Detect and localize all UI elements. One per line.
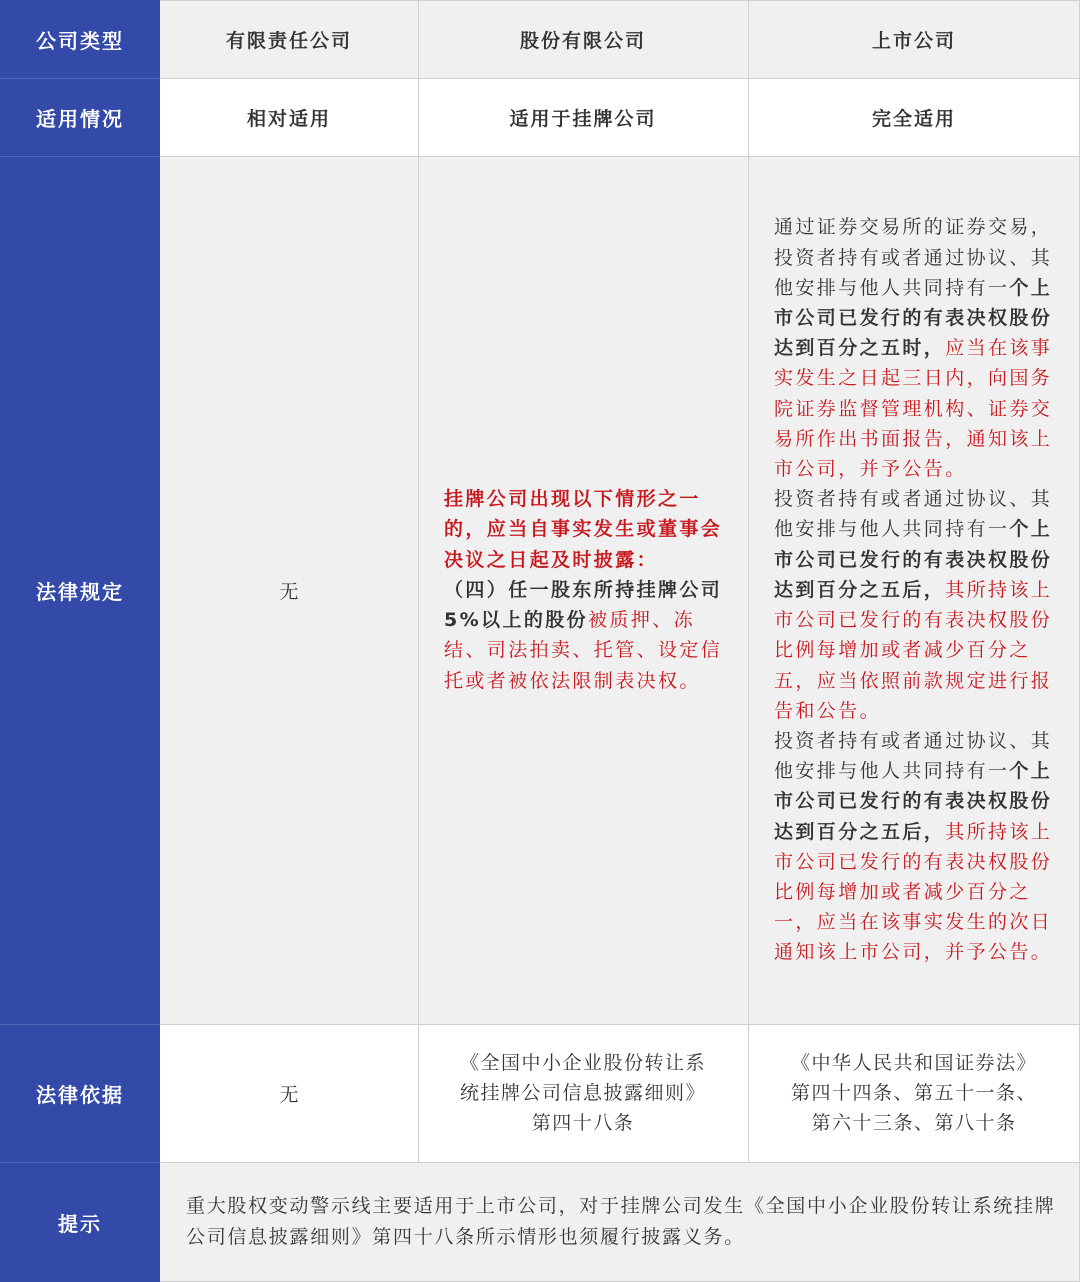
basis-joint-stock-line2: 统挂牌公司信息披露细则》 [459, 1082, 706, 1104]
applicability-joint-stock-text: 适用于挂牌公司 [509, 107, 657, 130]
listed-p2-bold: 个上市公司已发行的有表决权股份达到百分之五后， [774, 518, 1053, 601]
divider [160, 1162, 1080, 1163]
header-company-type [0, 0, 160, 78]
header-tip-label: 提示 [58, 1211, 102, 1236]
basis-listed-text [791, 1048, 1037, 1138]
listed-p3-bold: 个上市公司已发行的有表决权股份达到百分之五后， [774, 760, 1053, 843]
basis-listed-line1: 《中华人民共和国证券法》 [790, 1052, 1037, 1074]
header-applicability [0, 78, 160, 156]
applicability-llc-text: 相对适用 [246, 107, 331, 130]
joint-stock-item-four-red: 被质押、冻结、司法拍卖、托管、设定信托或者被依法限制表决权。 [444, 609, 723, 692]
provisions-listed-text [774, 212, 1056, 967]
provisions-llc-text: 无 [279, 580, 299, 603]
basis-joint-stock [418, 1024, 748, 1162]
joint-stock-intro: 挂牌公司出现以下情形之一的，应当自事实发生或董事会决议之日起及时披露： [444, 488, 723, 571]
header-legal-provisions-label: 法律规定 [36, 579, 124, 604]
basis-joint-stock-text [460, 1048, 706, 1138]
listed-p2-red: 其所持该上市公司已发行的有表决权股份比例每增加或者减少百分之五，应当依照前款规定进行报告和公告。 [774, 578, 1053, 722]
basis-listed-line2: 第四十四条、第五十一条、 [790, 1082, 1037, 1104]
provisions-joint-stock [418, 156, 748, 1024]
basis-llc-text: 无 [279, 1083, 299, 1106]
header-applicability-label: 适用情况 [36, 106, 124, 131]
column-header-joint-stock [418, 0, 748, 78]
column-header-listed [748, 0, 1080, 78]
header-company-type-label: 公司类型 [36, 28, 124, 53]
divider [748, 0, 749, 1162]
joint-stock-item-four: （四）任一股东所持挂牌公司5%以上的股份 [444, 578, 723, 632]
basis-listed [748, 1024, 1080, 1162]
provisions-llc [160, 156, 418, 1024]
column-header-joint-stock-label: 股份有限公司 [519, 29, 646, 52]
applicability-joint-stock [418, 78, 748, 156]
provisions-joint-stock-text [444, 484, 723, 695]
divider [160, 156, 1080, 157]
header-legal-basis-label: 法律依据 [36, 1082, 124, 1107]
header-tip [0, 1162, 160, 1282]
listed-p1-normal: 通过证券交易所的证券交易，投资者持有或者通过协议、其他安排与他人共同持有一 [774, 216, 1053, 299]
column-header-llc [160, 0, 418, 78]
basis-listed-line3: 第六十三条、第八十条 [811, 1112, 1017, 1134]
provisions-listed [748, 156, 1080, 1024]
listed-p3-normal: 投资者持有或者通过协议、其他安排与他人共同持有一 [774, 729, 1053, 783]
listed-p3-red: 其所持该上市公司已发行的有表决权股份比例每增加或者减少百分之一，应当在该事实发生的次日通知该上市公司，并予公告。 [774, 820, 1053, 964]
divider [160, 0, 1080, 1]
listed-p1-red: 应当在该事实发生之日起三日内，向国务院证券监督管理机构、证券交易所作出书面报告，通知该上市公司，并予公告。 [774, 337, 1053, 481]
header-legal-provisions [0, 156, 160, 1024]
header-legal-basis [0, 1024, 160, 1162]
divider [160, 1024, 1080, 1025]
divider [418, 0, 419, 1162]
basis-joint-stock-line3: 第四十八条 [531, 1112, 635, 1134]
header-divider [0, 1162, 160, 1163]
tip-text: 重大股权变动警示线主要适用于上市公司，对于挂牌公司发生《全国中小企业股份转让系统挂牌公司信息披露细则》第四十八条所示情形也须履行披露义务。 [186, 1195, 1056, 1248]
header-divider [0, 78, 160, 79]
column-header-listed-label: 上市公司 [871, 29, 956, 52]
listed-p2-normal: 投资者持有或者通过协议、其他安排与他人共同持有一 [774, 488, 1053, 541]
header-divider [0, 156, 160, 157]
applicability-listed [748, 78, 1080, 156]
column-header-llc-label: 有限责任公司 [225, 29, 352, 52]
tip-cell [160, 1162, 1080, 1282]
basis-llc [160, 1024, 418, 1162]
listed-p1-bold: 个上市公司已发行的有表决权股份达到百分之五时， [774, 276, 1053, 360]
basis-joint-stock-line1: 《全国中小企业股份转让系 [459, 1052, 706, 1074]
applicability-llc [160, 78, 418, 156]
divider [160, 78, 1080, 79]
header-divider [0, 1024, 160, 1025]
applicability-listed-text: 完全适用 [871, 107, 956, 130]
